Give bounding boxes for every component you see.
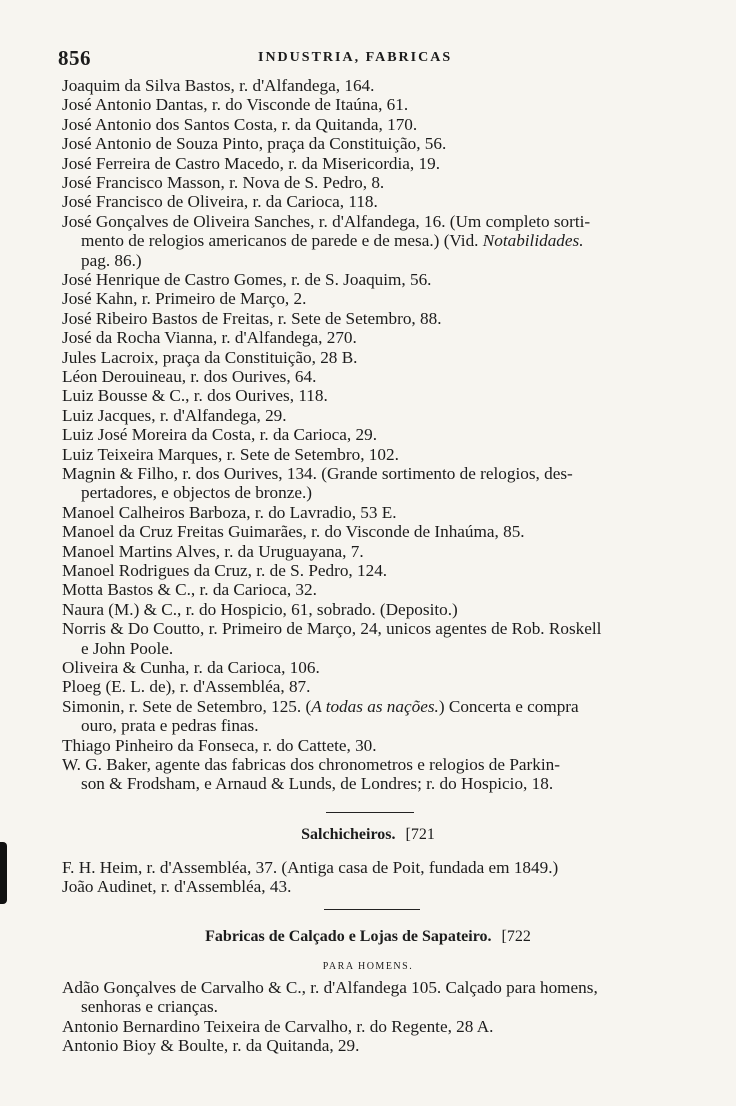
entry-text: Manoel Rodrigues da Cruz, r. de S. Pedro, 124. (62, 561, 388, 580)
entry-text: Luiz Teixeira Marques, r. Sete de Setembro, 102. (62, 444, 399, 464)
directory-entry (62, 978, 702, 1017)
section-title-salchicheiros (0, 826, 736, 844)
entry-text: José Francisco de Oliveira, r. da Carioca, 118. (62, 192, 378, 212)
entry-text: Manoel Calheiros Barboza, r. do Lavradio, 53 E. (62, 502, 397, 522)
entry-text: José Antonio Dantas, r. do Visconde de Itaúna, 61. (62, 95, 409, 115)
directory-entry (62, 328, 702, 347)
section-number: [722 (501, 928, 531, 945)
section-number: [721 (405, 826, 435, 843)
entry-text: Antonio Bernardino Teixeira de Carvalho, r. do Regente, 28 A. (62, 1016, 494, 1036)
entry-continuation: pag. 86.) (81, 250, 142, 270)
entry-italic: Notabilidades. (482, 231, 584, 251)
section-title-calcado (0, 928, 736, 946)
directory-entry (62, 736, 702, 755)
directory-entry (62, 658, 702, 677)
directory-entry (62, 619, 702, 658)
directory-entry (62, 542, 702, 561)
entry-text: Magnin & Filho, r. dos Ourives, 134. (Grande sortimento de relogios, des- (62, 464, 573, 483)
directory-entry (62, 309, 702, 328)
directory-entry (62, 386, 702, 405)
entry-text: José Kahn, r. Primeiro de Março, 2. (62, 289, 307, 309)
directory-entry (62, 212, 702, 270)
directory-entry (62, 154, 702, 173)
section-divider (324, 909, 420, 910)
entry-text: Joaquim da Silva Bastos, r. d'Alfandega, 164. (62, 76, 375, 95)
entry-text: Manoel da Cruz Freitas Guimarães, r. do Visconde de Inhaúma, 85. (62, 522, 525, 542)
directory-entry (62, 425, 702, 444)
directory-entry (62, 600, 702, 619)
entry-text: Luiz Jacques, r. d'Alfandega, 29. (62, 405, 287, 425)
page-number: 856 (58, 46, 91, 70)
entry-italic: A todas as nações. (311, 696, 439, 716)
entry-continuation: ouro, prata e pedras finas. (81, 716, 259, 736)
entry-text: Oliveira & Cunha, r. da Carioca, 106. (62, 658, 320, 677)
directory-entry (62, 95, 702, 114)
directory-entry (62, 677, 702, 696)
directory-entry (62, 1017, 702, 1036)
entry-text: Jules Lacroix, praça da Constituição, 28 B. (62, 347, 358, 367)
entry-text: Luiz José Moreira da Costa, r. da Carioca, 29. (62, 425, 378, 445)
directory-entry (62, 877, 702, 896)
page-header (58, 46, 698, 70)
entry-text: João Audinet, r. d'Assembléa, 43. (62, 877, 292, 897)
entry-text: Luiz Bousse & C., r. dos Ourives, 118. (62, 386, 328, 406)
entry-text: Motta Bastos & C., r. da Carioca, 32. (62, 580, 317, 600)
directory-entry (62, 858, 702, 877)
entry-continuation: son & Frodsham, e Arnaud & Lunds, de Londres; r. do Hospicio, 18. (81, 774, 554, 794)
directory-entry (62, 406, 702, 425)
directory-entry (62, 755, 702, 794)
entry-text: F. H. Heim, r. d'Assembléa, 37. (Antiga casa de Poit, fundada em 1849.) (62, 858, 559, 877)
entry-text: José Ferreira de Castro Macedo, r. da Misericordia, 19. (62, 153, 441, 173)
entry-text: José Ribeiro Bastos de Freitas, r. Sete de Setembro, 88. (62, 308, 442, 328)
entry-text: Adão Gonçalves de Carvalho & C., r. d'Alfandega 105. Calçado para homens, (62, 978, 598, 997)
entry-text: José Antonio dos Santos Costa, r. da Quitanda, 170. (62, 114, 418, 134)
entry-text: José Antonio de Souza Pinto, praça da Constituição, 56. (62, 134, 447, 154)
entry-text: José Henrique de Castro Gomes, r. de S. Joaquim, 56. (62, 270, 432, 289)
directory-entry (62, 522, 702, 541)
directory-entry (62, 289, 702, 308)
directory-entry (62, 348, 702, 367)
entry-text: W. G. Baker, agente das fabricas dos chronometros e relogios de Parkin- (62, 755, 560, 774)
directory-entry (62, 76, 702, 95)
running-head: INDUSTRIA, FABRICAS (258, 50, 453, 65)
directory-entry (62, 192, 702, 211)
directory-entry (62, 580, 702, 599)
entry-text: José Gonçalves de Oliveira Sanches, r. d'Alfandega, 16. (Um completo sorti- (62, 211, 591, 231)
entry-text: Ploeg (E. L. de), r. d'Assembléa, 87. (62, 677, 311, 697)
section-title-text: Salchicheiros. (301, 826, 396, 843)
directory-entry (62, 270, 702, 289)
subheading-para-homens: PARA HOMENS. (322, 961, 414, 972)
directory-entry (62, 445, 702, 464)
section-title-text: Fabricas de Calçado e Lojas de Sapateiro. (205, 928, 492, 945)
entry-continuation: e John Poole. (81, 638, 174, 658)
entry-text: José da Rocha Vianna, r. d'Alfandega, 270. (62, 328, 357, 348)
directory-entry (62, 561, 702, 580)
entry-text: Antonio Bioy & Boulte, r. da Quitanda, 29. (62, 1036, 360, 1056)
directory-entry (62, 367, 702, 386)
entry-text: Manoel Martins Alves, r. da Uruguayana, 7. (62, 541, 364, 561)
directory-entry (62, 1036, 702, 1055)
directory-entry (62, 697, 702, 736)
section-divider (326, 812, 414, 813)
directory-entry (62, 115, 702, 134)
entry-text: Léon Derouineau, r. dos Ourives, 64. (62, 367, 317, 386)
entry-continuation: pertadores, e objectos de bronze.) (81, 483, 312, 503)
entry-text: Norris & Do Coutto, r. Primeiro de Março, 24, unicos agentes de Rob. Roskell (62, 619, 602, 639)
directory-entry (62, 503, 702, 522)
entry-text: José Francisco Masson, r. Nova de S. Pedro, 8. (62, 173, 385, 192)
entry-text-after: ) Concerta e compra (438, 696, 579, 716)
directory-entry (62, 173, 702, 192)
entry-continuation: mento de relogios americanos de parede e de mesa.) (Vid. Notabilidades. (81, 231, 584, 251)
margin-ink-mark (0, 842, 7, 904)
entry-text: Thiago Pinheiro da Fonseca, r. do Cattete, 30. (62, 735, 377, 755)
entry-continuation: senhoras e crianças. (81, 997, 218, 1017)
directory-entry (62, 464, 702, 503)
entry-text: Simonin, r. Sete de Setembro, 125. ( (62, 696, 312, 716)
entry-text: Naura (M.) & C., r. do Hospicio, 61, sobrado. (Deposito.) (62, 599, 458, 619)
directory-entry (62, 134, 702, 153)
